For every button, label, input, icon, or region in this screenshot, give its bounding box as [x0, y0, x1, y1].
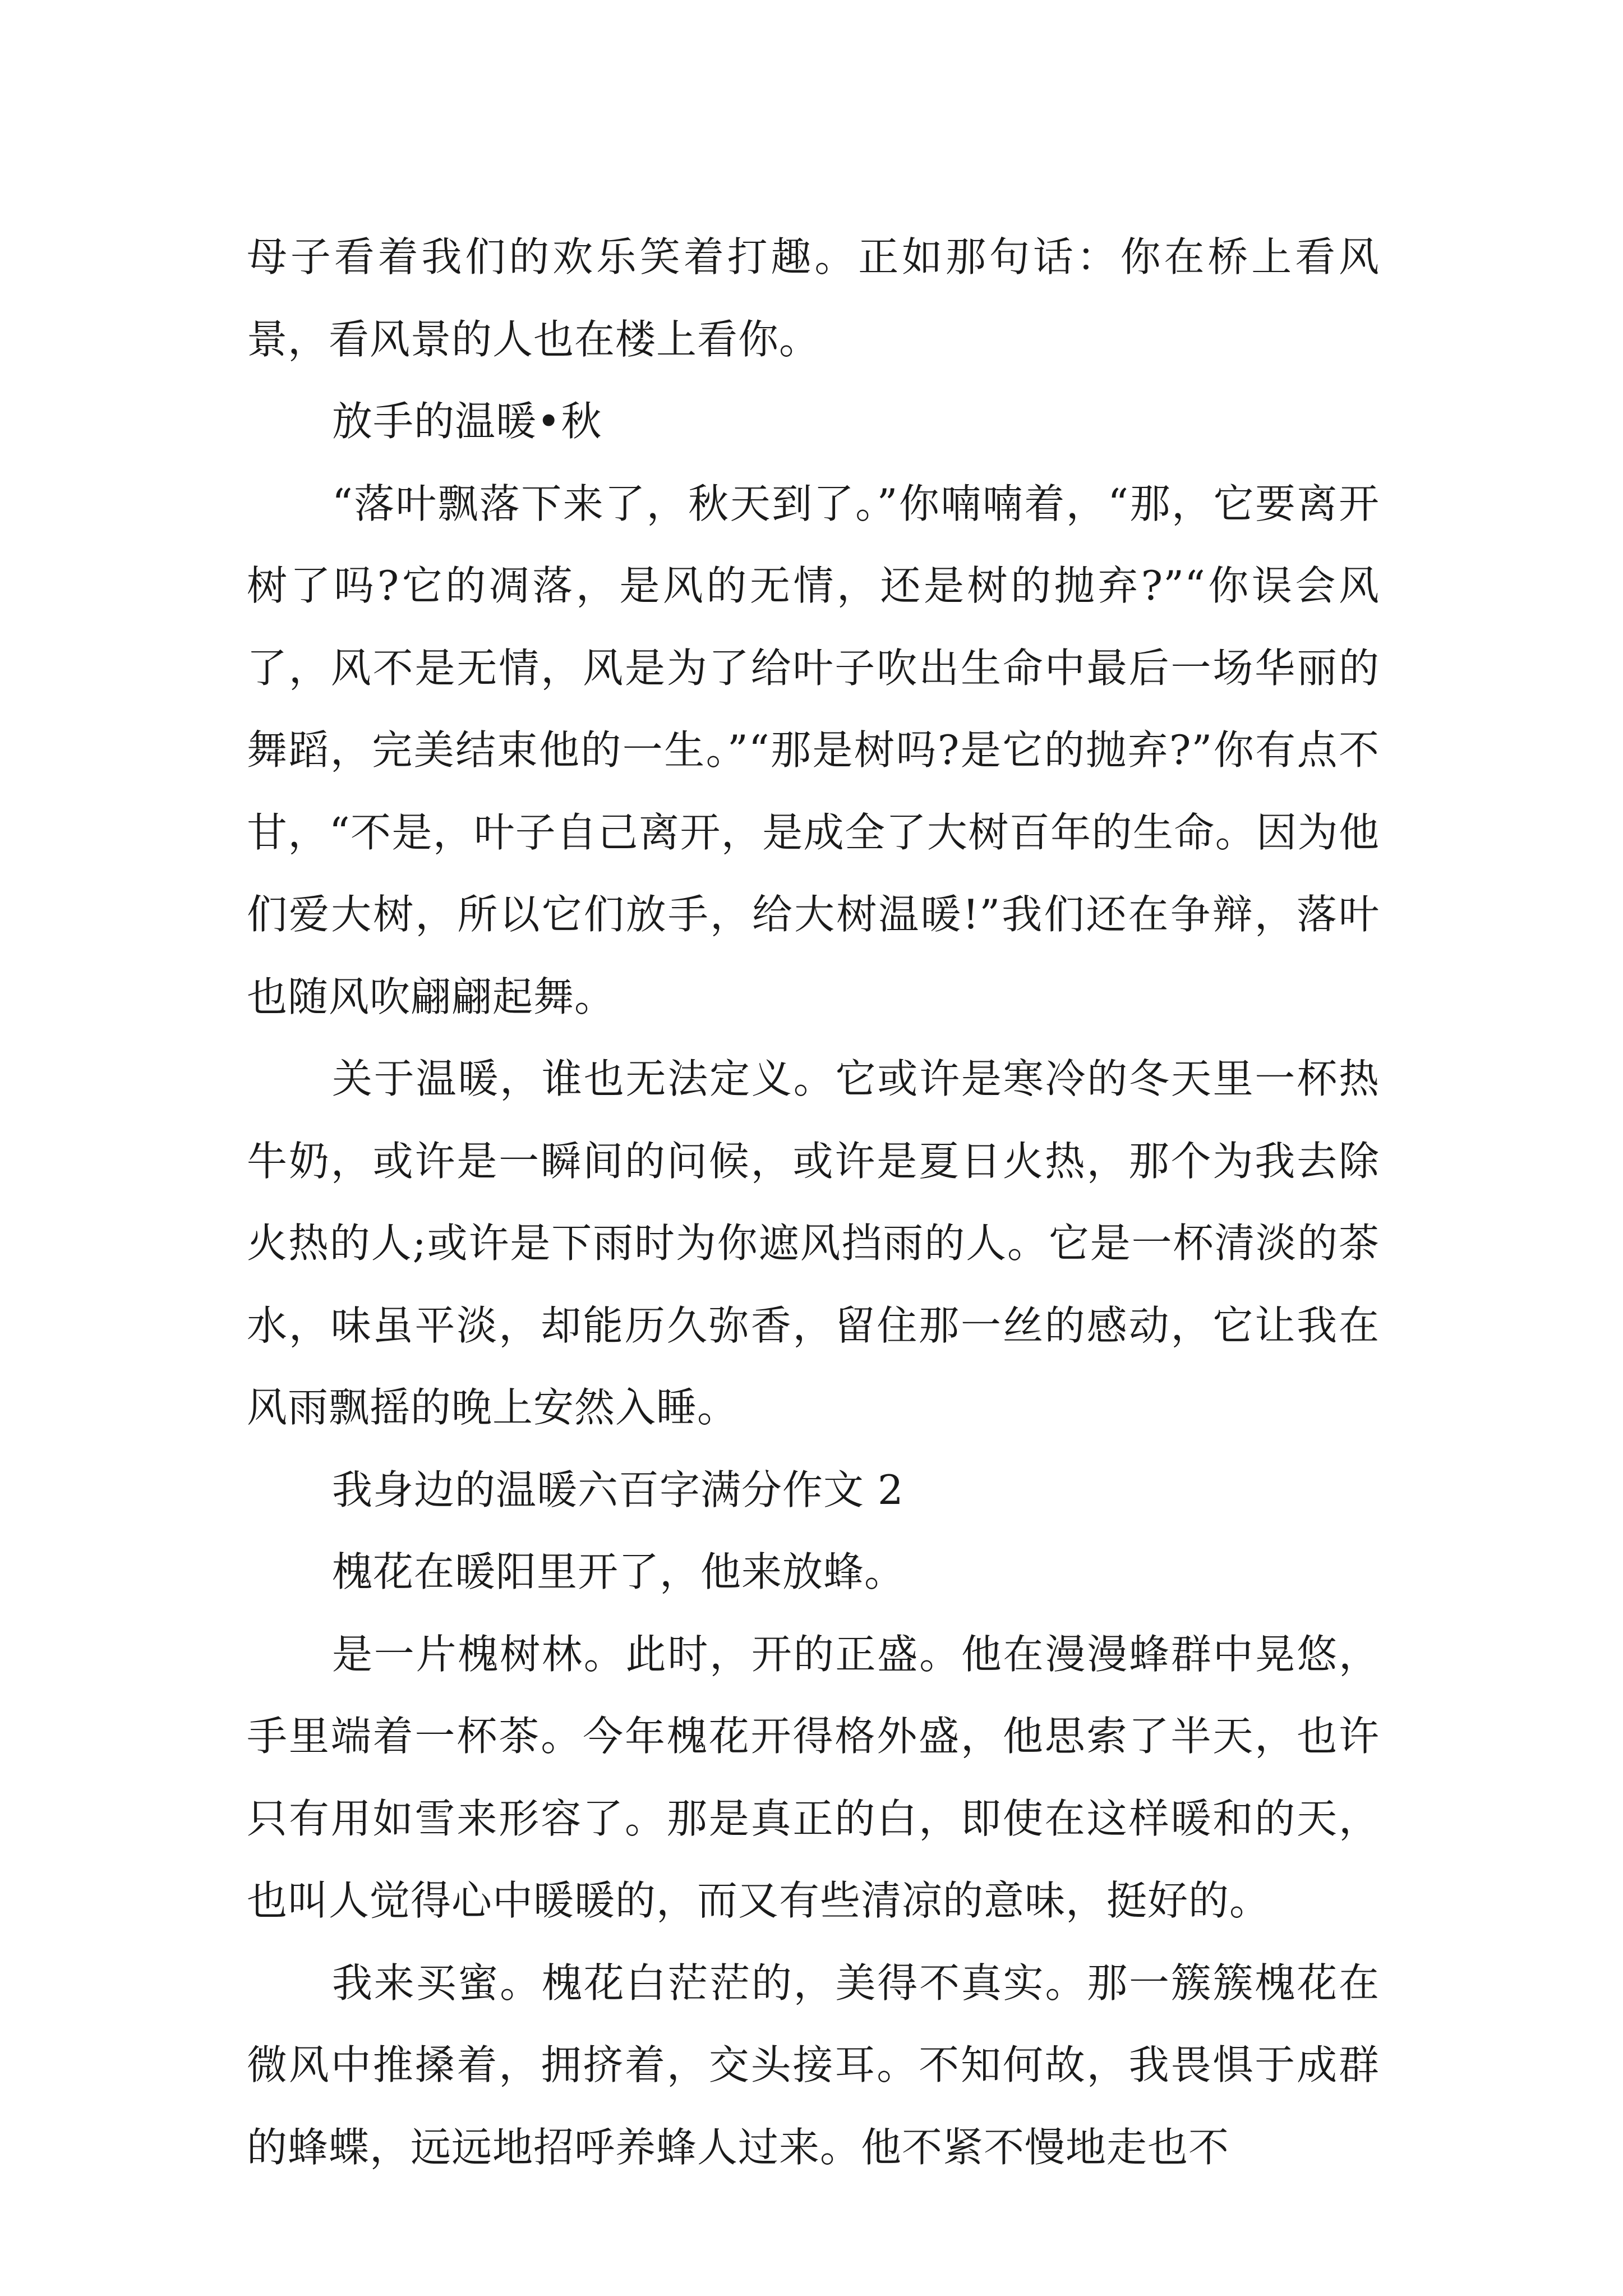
- paragraph-dialogue: “落叶飘落下来了，秋天到了。”你喃喃着，“那，它要离开树了吗?它的凋落，是风的无情，还是树的抛弃?”“你误会风了，风不是无情，风是为了给叶子吹出生命中最后一场华丽的舞蹈，完美结束他的一生。”“那是树吗?是它的抛弃?”你有点不甘，“不是，叶子自己离开，是成全了大树百年的生命。因为他们爱大树，所以它们放手，给大树温暖!”我们还在争辩，落叶也随风吹翩翩起舞。: [247, 480, 1380, 1020]
- paragraph-warmth-definition: 关于温暖，谁也无法定义。它或许是寒冷的冬天里一杯热牛奶，或许是一瞬间的问候，或许是夏日火热，那个为我去除火热的人;或许是下雨时为你遮风挡雨的人。它是一杯清淡的茶水，味虽平淡，却能历久弥香，留住那一丝的感动，它让我在风雨飘摇的晚上安然入睡。: [247, 1055, 1380, 1431]
- paragraph-locust-bloom: 槐花在暖阳里开了，他来放蜂。: [332, 1548, 906, 1595]
- section-heading-autumn: 放手的温暖•秋: [332, 398, 602, 445]
- paragraph-buy-honey: 我来买蜜。槐花白茫茫的，美得不真实。那一簇簇槐花在微风中推搡着，拥挤着，交头接耳。不知何故，我畏惧于成群的蜂蝶，远远地招呼养蜂人过来。他不紧不慢地走也不: [247, 1959, 1380, 2171]
- document-page: [247, 216, 1380, 2188]
- essay-title-2: 我身边的温暖六百字满分作文 2: [332, 1466, 904, 1513]
- paragraph-continuation: 母子看着我们的欢乐笑着打趣。正如那句话：你在桥上看风景，看风景的人也在楼上看你。: [247, 233, 1380, 363]
- paragraph-locust-grove: 是一片槐树林。此时，开的正盛。他在漫漫蜂群中晃悠，手里端着一杯茶。今年槐花开得格外盛，他思索了半天，也许只有用如雪来形容了。那是真正的白，即使在这样暖和的天，也叫人觉得心中暖暖的，而又有些清凉的意味，挺好的。: [247, 1630, 1380, 1924]
